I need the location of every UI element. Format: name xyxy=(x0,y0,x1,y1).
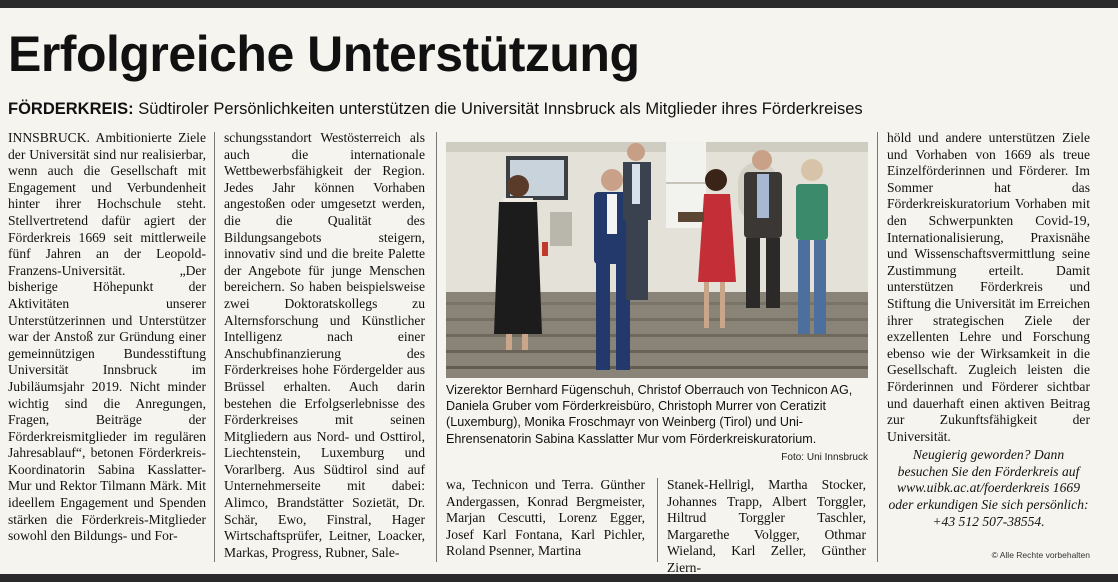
column-3-text: wa, Technicon und Terra. Günther Andergassen, Konrad Bergmeister, Marjan Cescutti, Lorenz Egger, Josef Karl Fontana, Karl Pichler, Roland Psenner, Martina xyxy=(446,477,645,559)
article-column-1 xyxy=(8,130,206,545)
column-divider xyxy=(436,132,437,562)
photo-credit: Foto: Uni Innsbruck xyxy=(781,452,868,463)
article-column-4 xyxy=(667,477,866,577)
column-5-text: höld und andere unterstützen Ziele und Vorhaben von 1669 als treue Einzelförderinnen und Förderer. Im Sommer hat das Förderkreiskuratorium Vorhaben mit den Schwerpunkten Covid-19, Internationalisierung, Praxisnähe und Wissenschaftsvermittlung seine Zustimmung erteilt. Damit unterstützen Förderkreis und Stiftung die Universität im Erreichen ihrer strategischen Ziele der exzellenten Lehre und Forschung ebenso wie der Wirksamkeit in die Gesellschaft. Zugleich leisten die Förderinnen und Förderer sichtbar und dauerhaft einen aktiven Beitrag zur Zukunftsfähigkeit der Universität. xyxy=(887,130,1090,444)
article-column-3 xyxy=(446,477,645,560)
column-divider xyxy=(877,132,878,562)
column-1-text: INNSBRUCK. Ambitionierte Ziele der Universität sind nur realisierbar, wenn auch die Gesellschaft mit Engagement und Verbundenheit hinter ihrer Hochschule steht. Stellvertretend dafür agiert der Förderkreis 1669 seit mittlerweile fünf Jahren an der Leopold-Franzens-Universität. „Der bisherige Höhepunkt der Aktivitäten unserer Unterstützerinnen und Unterstützer war der Anstoß zur Gründung einer gemeinnützigen Bundesstiftung Universität Innsbruck im Jubiläumsjahr 2019. Nicht minder wichtig sind die Anregungen, Fragen, Beiträge der Förderkreismitglieder im regulären Jahresablauf“, betonen Förderkreis-Koordinatorin Sabina Kasslatter-Mur und Rektor Tilmann Märk. Mit ideellem Engagement und Spenden stärken die Förderkreis-Mitglieder sowohl den Bildungs- und For- xyxy=(8,130,206,544)
headline: Erfolgreiche Unterstützung xyxy=(8,26,640,82)
copyright-notice: © Alle Rechte vorbehalten xyxy=(991,550,1090,560)
kicker: FÖRDERKREIS: xyxy=(8,100,134,118)
column-divider xyxy=(657,478,658,562)
newspaper-page xyxy=(0,8,1118,574)
group-photo-illustration xyxy=(446,142,868,378)
closing-note: Neugierig geworden? Dann besuchen Sie den Förderkreis auf www.uibk.ac.at/foerderkreis 1669 oder erkundigen Sie sich persönlich: +43 512 507-38554. xyxy=(888,447,1089,529)
column-4-text: Stanek-Hellrigl, Martha Stocker, Johannes Trapp, Albert Torggler, Hiltrud Torggler Taschler, Margarethe Volgger, Othmar Wieland, Karl Zeller, Günther Ziern- xyxy=(667,477,866,575)
subheadline-text: Südtiroler Persönlichkeiten unterstützen die Universität Innsbruck als Mitglieder ihres Förderkreises xyxy=(138,100,863,118)
photo-caption xyxy=(446,382,868,463)
photo-caption-text: Vizerektor Bernhard Fügenschuh, Christof Oberrauch von Technicon AG, Daniela Gruber vom Förderkreisbüro, Christoph Murrer von Ceratizit (Luxemburg), Monika Froschmayr von Weinberg (Tirol) und Uni-Ehrensenatorin Sabina Kasslatter Mur vom Förderkreiskuratorium. xyxy=(446,383,853,446)
article-column-2 xyxy=(224,130,425,561)
column-2-text: schungsstandort Westösterreich als auch die internationale Wettbewerbsfähigkeit der Region. Jedes Jahr können Vorhaben angestoßen oder umgesetzt werden, die die Qualität des Bildungsangebots steigern, innovativ sind und die breite Palette der Angebote für junge Menschen bereichern. So haben beispielsweise zwei Doktoratskollegs zu Alternsforschung und Künstlicher Intelligenz nach einer Anschubfinanzierung des Förderkreises hohe Fördergelder aus Brüssel erhalten. Auch darin bestehen die Erfolgserlebnisse des Förderkreises mit seinen Mitgliedern aus Nord- und Osttirol, Liechtenstein, Luxemburg und Vorarlberg. Aus Südtirol sind auf Unternehmerseite mit dabei: Alimco, Brandstätter Sozietät, Dr. Schär, Ewo, Finstral, Hager Wirtschaftsprüfer, Leitner, Loacker, Markas, Progress, Rubner, Sale- xyxy=(224,130,425,560)
column-divider xyxy=(214,132,215,562)
subheadline xyxy=(8,99,863,119)
group-photo xyxy=(446,142,868,378)
article-column-5 xyxy=(887,130,1090,530)
